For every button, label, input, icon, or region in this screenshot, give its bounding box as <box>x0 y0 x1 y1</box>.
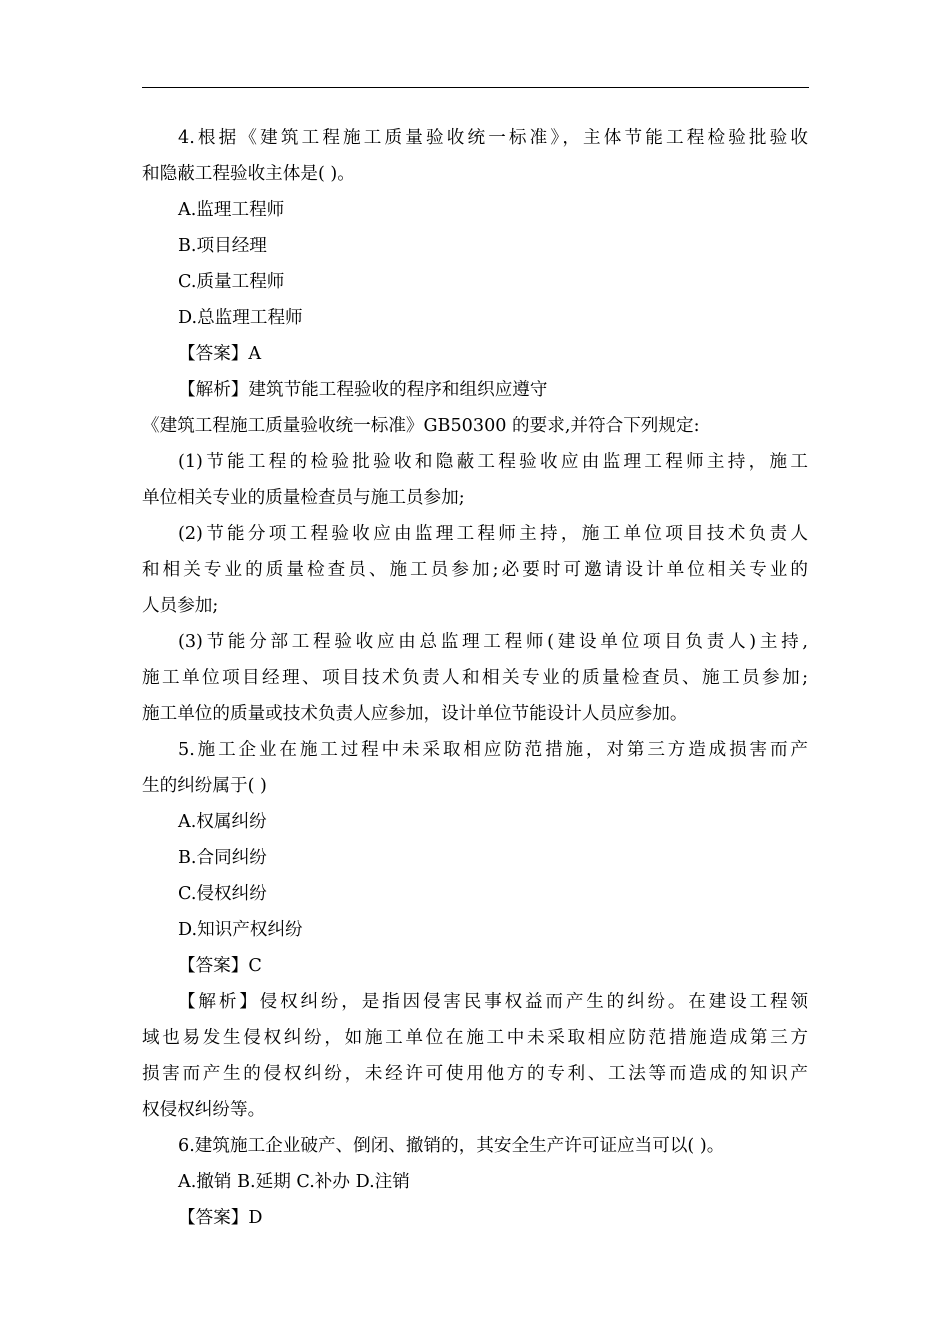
question-4-analysis-line: 施工单位项目经理、项目技术负责人和相关专业的质量检查员、施工员参加; <box>142 668 808 688</box>
question-4-stem-line-2: 和隐蔽工程验收主体是( )。 <box>142 164 355 184</box>
question-5-analysis-line: 权侵权纠纷等。 <box>142 1100 266 1120</box>
question-4-analysis-line: 单位相关专业的质量检查员与施工员参加; <box>142 488 465 508</box>
question-4-analysis-line: (3)节能分部工程验收应由总监理工程师(建设单位项目负责人)主持, <box>178 632 808 652</box>
question-6-stem: 6.建筑施工企业破产、倒闭、撤销的，其安全生产许可证应当可以( )。 <box>178 1136 725 1156</box>
question-4-stem-line-1: 4.根据《建筑工程施工质量验收统一标准》，主体节能工程检验批验收 <box>178 128 808 148</box>
question-5-option-c: C.侵权纠纷 <box>178 884 267 904</box>
question-5-analysis-line: 【解析】侵权纠纷，是指因侵害民事权益而产生的纠纷。在建设工程领 <box>178 992 808 1012</box>
question-4-option-c: C.质量工程师 <box>178 272 285 292</box>
question-5-stem-line-2: 生的纠纷属于( ) <box>142 776 267 796</box>
question-4-option-d: D.总监理工程师 <box>178 308 303 328</box>
question-4-analysis-line: 【解析】建筑节能工程验收的程序和组织应遵守 <box>178 380 548 400</box>
question-5-analysis-line: 损害而产生的侵权纠纷，未经许可使用他方的专利、工法等而造成的知识产 <box>142 1064 808 1084</box>
question-4-analysis-line: 施工单位的质量或技术负责人应参加，设计单位节能设计人员应参加。 <box>142 704 688 724</box>
question-4-option-a: A.监理工程师 <box>178 200 285 220</box>
header-rule <box>142 87 809 88</box>
question-4-answer: 【答案】A <box>178 344 262 364</box>
question-6-options: A.撤销 B.延期 C.补办 D.注销 <box>178 1172 410 1192</box>
document-body <box>142 120 808 1236</box>
question-5-option-d: D.知识产权纠纷 <box>178 920 303 940</box>
question-5-analysis-line: 域也易发生侵权纠纷，如施工单位在施工中未采取相应防范措施造成第三方 <box>142 1028 808 1048</box>
question-4-analysis-line: 和相关专业的质量检查员、施工员参加;必要时可邀请设计单位相关专业的 <box>142 560 808 580</box>
question-5-option-b: B.合同纠纷 <box>178 848 267 868</box>
question-4-analysis-line: (2)节能分项工程验收应由监理工程师主持，施工单位项目技术负责人 <box>178 524 808 544</box>
question-5-answer: 【答案】C <box>178 956 262 976</box>
question-4-analysis-line: 《建筑工程施工质量验收统一标准》GB50300 的要求,并符合下列规定: <box>142 416 700 436</box>
question-4-option-b: B.项目经理 <box>178 236 267 256</box>
question-4-analysis-line: (1)节能工程的检验批验收和隐蔽工程验收应由监理工程师主持，施工 <box>178 452 808 472</box>
question-5-stem-line-1: 5.施工企业在施工过程中未采取相应防范措施，对第三方造成损害而产 <box>178 740 808 760</box>
question-5-option-a: A.权属纠纷 <box>178 812 267 832</box>
question-4-analysis-line: 人员参加; <box>142 596 219 616</box>
question-6-answer: 【答案】D <box>178 1208 263 1228</box>
